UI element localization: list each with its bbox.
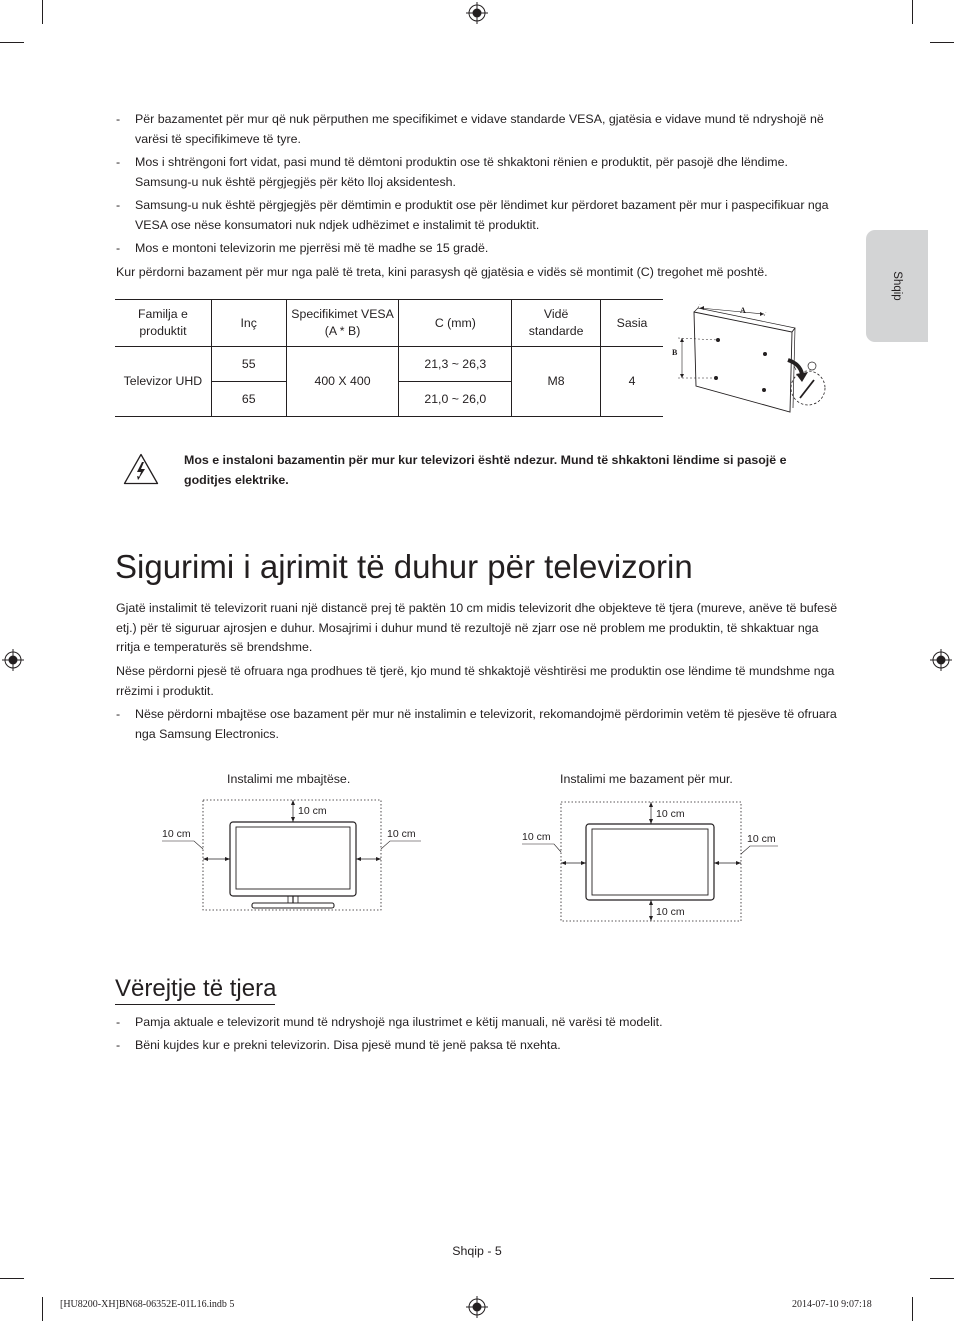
list-item: - Pamja aktuale e televizorit mund të ndryshojë nga ilustrimet e këtij manuali, në varësi të modelit. bbox=[116, 1015, 663, 1029]
table-cell-vesa: 400 X 400 bbox=[286, 347, 399, 417]
language-side-tab bbox=[866, 230, 928, 342]
third-party-note: Kur përdorni bazament për mur nga palë të treta, kini parasysh që gjatësia e vidës së montimit (C) tregohet më poshtë. bbox=[116, 265, 768, 279]
table-header: Vidë standarde bbox=[512, 300, 601, 347]
table-cell-quantity: 4 bbox=[601, 347, 663, 417]
language-tab-label: Shqip bbox=[891, 271, 903, 301]
table-header: Inç bbox=[211, 300, 286, 347]
list-item: - Bëni kujdes kur e prekni televizorin. Disa pjesë mund të jenë paksa të nxehta. bbox=[116, 1038, 561, 1052]
crop-mark bbox=[42, 0, 43, 24]
clearance-left-label: 10 cm bbox=[162, 828, 191, 840]
table-cell-c: 21,3 ~ 26,3 bbox=[399, 347, 512, 382]
section-title: Vërejtje të tjera bbox=[115, 975, 277, 1002]
clearance-right-label: 10 cm bbox=[747, 833, 776, 845]
page-number: Shqip - 5 bbox=[452, 1244, 502, 1258]
table-cell-family: Televizor UHD bbox=[115, 347, 211, 417]
footer-timestamp: 2014-07-10 9:07:18 bbox=[792, 1299, 872, 1310]
clearance-left-label: 10 cm bbox=[522, 831, 551, 843]
list-item: - Mos i shtrëngoni fort vidat, pasi mund të dëmtoni produktin ose të shkaktoni rënien e produktit, për pasojë dhe lëndime. Samsung-u nuk është përgjegjës për këto lloj aksidentesh. bbox=[116, 155, 788, 189]
wall-mount-diagram bbox=[668, 302, 834, 414]
crop-mark bbox=[42, 1297, 43, 1321]
table-cell-inch: 55 bbox=[211, 347, 286, 382]
crop-mark bbox=[912, 0, 913, 24]
dimension-label-a: A bbox=[740, 306, 746, 315]
list-item: - Nëse përdorni mbajtëse ose bazament për mur në instalimin e televizorit, rekomandojmë përdorimin vetëm të pjesëve të ofruara nga Samsung Electronics. bbox=[116, 707, 837, 741]
table-cell-screw: M8 bbox=[512, 347, 601, 417]
list-item: - Samsung-u nuk është përgjegjës për dëmtimin e produktit ose për lëndimet kur përdoret bazament për mur i paspecifikuar nga VESA ose nëse konsumatori nuk ndjek udhëzimet e instalimit të produktit. bbox=[116, 198, 829, 232]
section-title-underline bbox=[115, 1004, 275, 1005]
clearance-top-label: 10 cm bbox=[298, 805, 327, 817]
table-header: Familja e produktit bbox=[115, 300, 211, 347]
table-row bbox=[115, 347, 663, 382]
clearance-bottom-label: 10 cm bbox=[656, 906, 685, 918]
footer-file-name: [HU8200-XH]BN68-06352E-01L16.indb 5 bbox=[60, 1299, 235, 1310]
dimension-label-b: B bbox=[672, 348, 678, 357]
crop-mark bbox=[930, 42, 954, 43]
table-header: Specifikimet VESA (A * B) bbox=[286, 300, 399, 347]
crop-mark bbox=[0, 1278, 24, 1279]
registration-mark-icon bbox=[466, 2, 488, 24]
list-item: - Për bazamentet për mur që nuk përputhen me specifikimet e vidave standarde VESA, gjatësia e vidave mund të ndryshojë në varësi të specifikimeve të tyre. bbox=[116, 112, 824, 146]
ventilation-paragraph: Nëse përdorni pjesë të ofruara nga prodhues të tjerë, kjo mund të shkaktojë vështirësi me produktin ose lëndime të mundshme nga rrëzimi i produktit. bbox=[116, 664, 835, 698]
crop-mark bbox=[0, 42, 24, 43]
warning-text: Mos e instaloni bazamentin për mur kur televizori është ndezur. Mund të shkaktoni lëndime si pasojë e goditjes elektrike. bbox=[184, 453, 787, 487]
stand-clearance-diagram bbox=[150, 795, 440, 915]
registration-mark-icon bbox=[930, 649, 952, 671]
clearance-right-label: 10 cm bbox=[387, 828, 416, 840]
table-cell-c: 21,0 ~ 26,0 bbox=[399, 382, 512, 417]
wall-install-caption: Instalimi me bazament për mur. bbox=[560, 772, 733, 786]
vesa-spec-table bbox=[115, 299, 663, 417]
crop-mark bbox=[930, 1278, 954, 1279]
list-item: - Mos e montoni televizorin me pjerrësi më të madhe se 15 gradë. bbox=[116, 241, 489, 255]
electric-warning-icon bbox=[123, 453, 159, 485]
crop-mark bbox=[912, 1297, 913, 1321]
wall-clearance-diagram bbox=[510, 795, 800, 927]
registration-mark-icon bbox=[466, 1296, 488, 1318]
stand-install-caption: Instalimi me mbajtëse. bbox=[227, 772, 351, 786]
page-title: Sigurimi i ajrimit të duhur për televizorin bbox=[115, 548, 693, 585]
ventilation-paragraph: Gjatë instalimit të televizorit ruani një distancë prej të paktën 10 cm midis televizorit dhe objekteve të tjera (mureve, anëve të bufesë etj.) për të siguruar ajrosjen e duhur. Mosajrimi i duhur mund të rezultojë në zjarr ose në problem me produktin, të shkaktuar nga rritja e temperaturës së brendshme. bbox=[116, 601, 838, 654]
clearance-top-label: 10 cm bbox=[656, 808, 685, 820]
table-header: C (mm) bbox=[399, 300, 512, 347]
table-cell-inch: 65 bbox=[211, 382, 286, 417]
table-header: Sasia bbox=[601, 300, 663, 347]
registration-mark-icon bbox=[2, 649, 24, 671]
